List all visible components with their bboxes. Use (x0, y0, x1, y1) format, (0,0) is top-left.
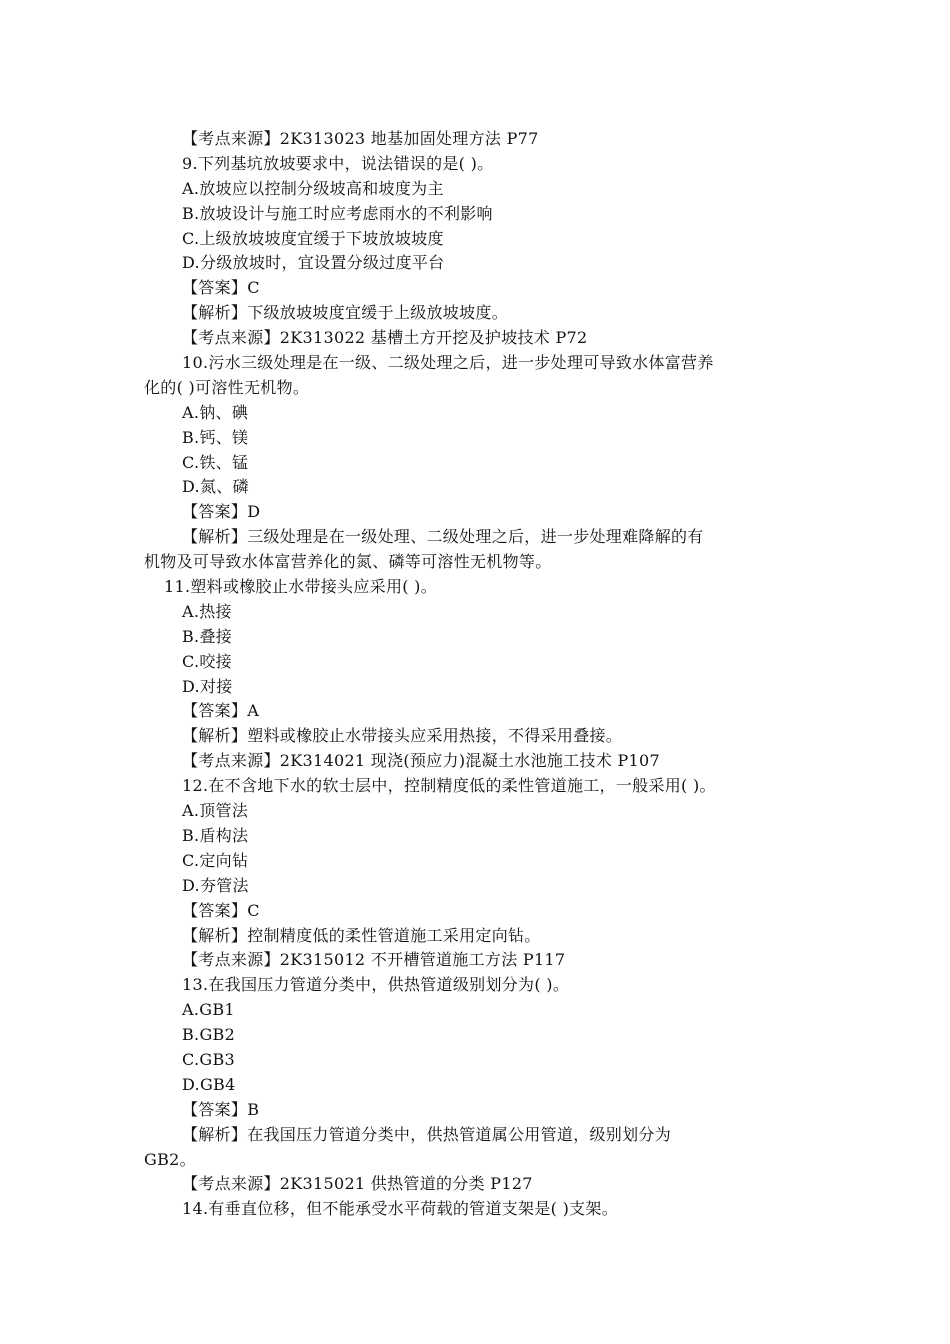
text-line: C.上级放坡坡度宜缓于下坡放坡坡度 (182, 228, 444, 248)
text-line: 【答案】A (182, 701, 260, 721)
text-line: 【解析】下级放坡坡度宜缓于上级放坡坡度。 (182, 303, 509, 323)
text-line: 机物及可导致水体富营养化的氮、磷等可溶性无机物等。 (144, 552, 552, 572)
text-line: C.铁、锰 (182, 452, 249, 472)
text-line: 【解析】塑料或橡胶止水带接头应采用热接，不得采用叠接。 (182, 726, 623, 746)
text-line: D.夯管法 (182, 875, 249, 895)
text-line: 【解析】控制精度低的柔性管道施工采用定向钻。 (182, 925, 541, 945)
text-line: 【答案】C (182, 900, 260, 920)
text-line: B.钙、镁 (182, 427, 249, 447)
text-line: 12.在不含地下水的软士层中，控制精度低的柔性管道施工，一般采用( )。 (182, 776, 716, 796)
text-line: 【考点来源】2K315012 不开槽管道施工方法 P117 (182, 950, 566, 970)
text-line: 【考点来源】2K314021 现浇(预应力)混凝土水池施工技术 P107 (182, 751, 660, 771)
text-line: C.GB3 (182, 1049, 235, 1069)
text-line: D.对接 (182, 676, 233, 696)
text-line: 【答案】D (182, 502, 261, 522)
text-line: 14.有垂直位移，但不能承受水平荷载的管道支架是( )支架。 (182, 1199, 619, 1219)
text-line: B.GB2 (182, 1025, 236, 1045)
text-line: B.放坡设计与施工时应考虑雨水的不利影响 (182, 203, 493, 223)
text-line: B.盾构法 (182, 825, 249, 845)
text-line: 【解析】在我国压力管道分类中，供热管道属公用管道，级别划分为 (182, 1124, 672, 1144)
text-line: A.顶管法 (182, 801, 249, 821)
text-line: 10.污水三级处理是在一级、二级处理之后，进一步处理可导致水体富营养 (182, 353, 714, 373)
document-body (144, 127, 814, 1222)
text-line: 化的( )可溶性无机物。 (144, 377, 310, 397)
text-line: 【解析】三级处理是在一级处理、二级处理之后，进一步处理难降解的有 (182, 527, 704, 547)
text-line: 【考点来源】2K313023 地基加固处理方法 P77 (182, 129, 539, 148)
text-line: A.放坡应以控制分级坡高和坡度为主 (182, 178, 444, 198)
text-line: 13.在我国压力管道分类中，供热管道级别划分为( )。 (182, 975, 570, 995)
text-line: 【答案】B (182, 1099, 260, 1119)
text-line: C.定向钻 (182, 850, 249, 870)
text-line: A.钠、碘 (182, 402, 249, 422)
text-line: D.氮、磷 (182, 477, 249, 497)
text-line: A.GB1 (182, 1000, 235, 1020)
text-line: 9.下列基坑放坡要求中，说法错误的是( )。 (182, 153, 494, 173)
text-line: C.咬接 (182, 651, 232, 671)
text-line: A.热接 (182, 601, 232, 621)
text-line: 【考点来源】2K315021 供热管道的分类 P127 (182, 1174, 533, 1194)
text-line: D.GB4 (182, 1074, 236, 1094)
text-line: B.叠接 (182, 626, 233, 646)
text-line: 【答案】C (182, 278, 260, 298)
text-line: 【考点来源】2K313022 基槽土方开挖及护坡技术 P72 (182, 328, 588, 348)
text-line: 11.塑料或橡胶止水带接头应采用( )。 (164, 577, 438, 597)
text-line: GB2。 (144, 1149, 196, 1169)
text-line: D.分级放坡时，宜设置分级过度平台 (182, 253, 445, 273)
